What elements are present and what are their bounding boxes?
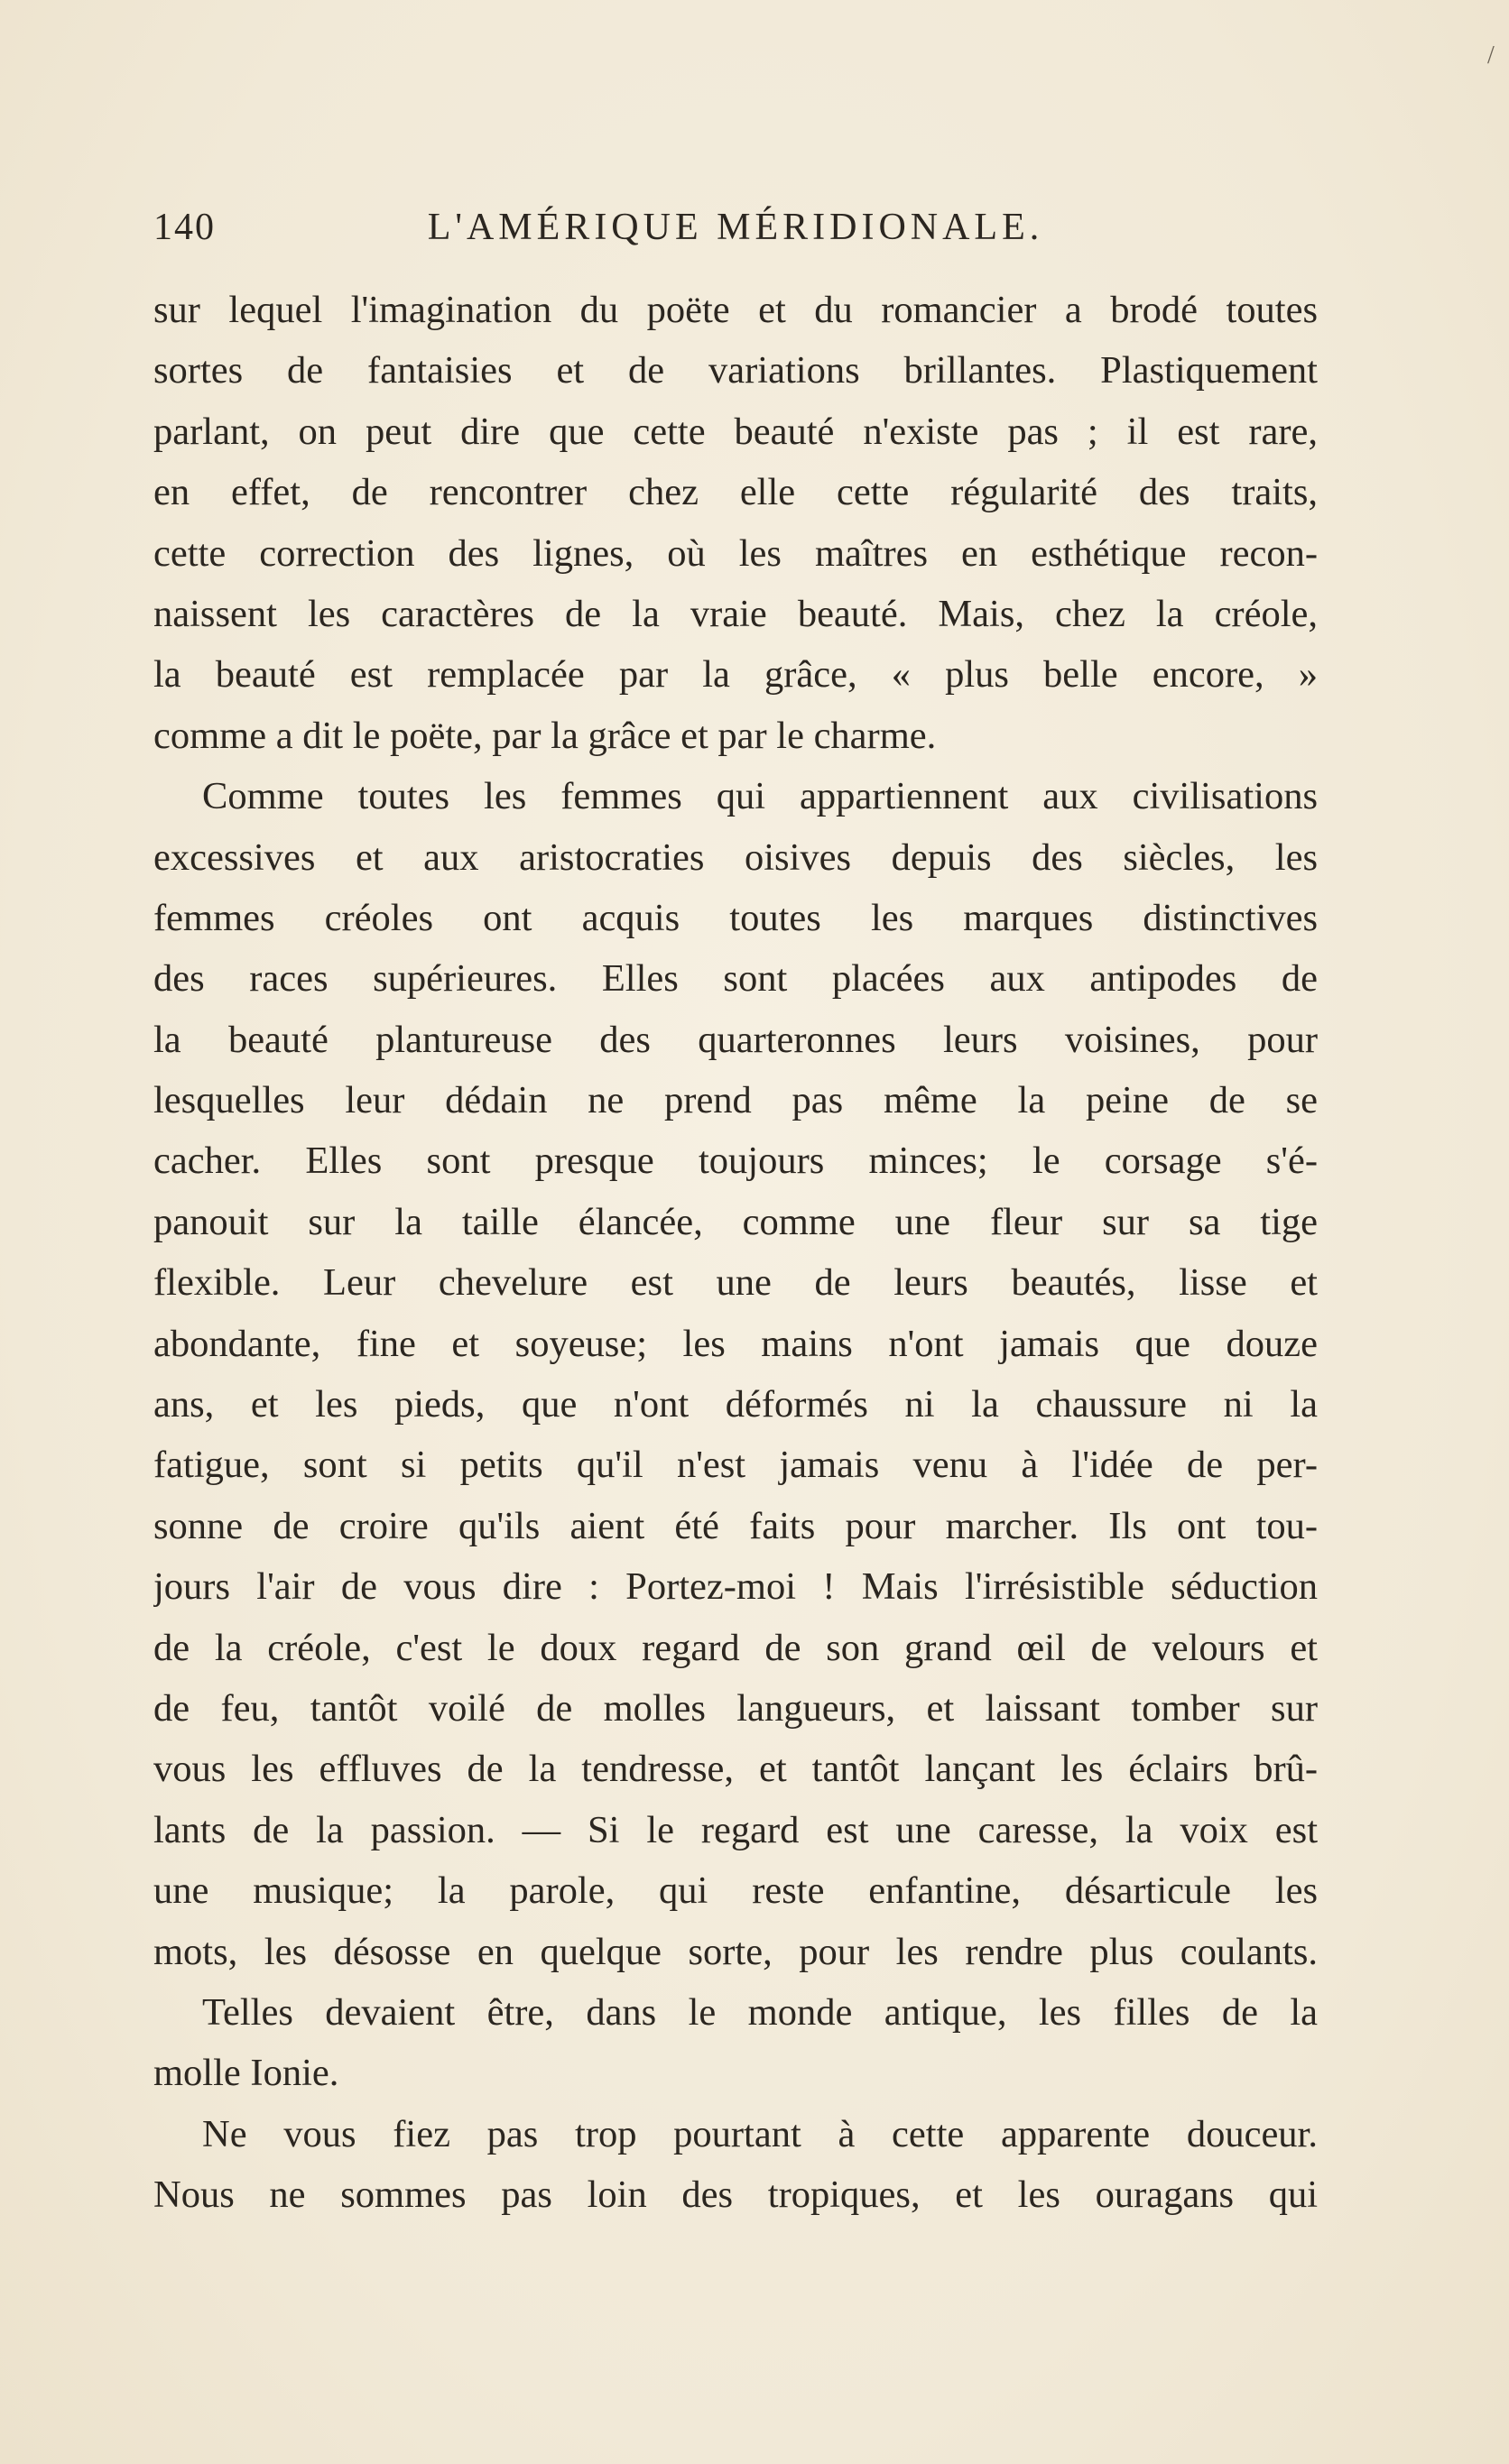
text-line: la beauté plantureuse des quarteronnes leurs voisines, pour	[153, 1018, 1318, 1061]
text-line: une musique; la parole, qui reste enfantine, désarticule les	[153, 1869, 1318, 1913]
corner-mark: /	[1487, 42, 1495, 69]
text-line: des races supérieures. Elles sont placées aux antipodes de	[153, 957, 1318, 1001]
text-line: naissent les caractères de la vraie beauté. Mais, chez la créole,	[153, 592, 1318, 635]
text-line: panouit sur la taille élancée, comme une fleur sur sa tige	[153, 1200, 1318, 1243]
text-line: la beauté est remplacée par la grâce, « plus belle encore, »	[153, 653, 1318, 697]
text-line: sonne de croire qu'ils aient été faits pour marcher. Ils ont tou-	[153, 1504, 1318, 1547]
page-header	[153, 206, 1318, 256]
text-line: comme a dit le poëte, par la grâce et par le charme.	[153, 714, 937, 757]
text-line: Nous ne sommes pas loin des tropiques, et les ouragans qui	[153, 2173, 1318, 2217]
text-line: fatigue, sont si petits qu'il n'est jamais venu à l'idée de per-	[153, 1444, 1318, 1487]
text-line: cette correction des lignes, où les maîtres en esthétique recon-	[153, 531, 1318, 575]
text-line: jours l'air de vous dire : Portez-moi ! Mais l'irrésistible séduction	[153, 1565, 1318, 1609]
text-line: mots, les désosse en quelque sorte, pour les rendre plus coulants.	[153, 1930, 1318, 1973]
text-line: sur lequel l'imagination du poëte et du romancier a brodé toutes	[153, 289, 1318, 331]
running-head: L'AMÉRIQUE MÉRIDIONALE.	[427, 207, 1044, 248]
text-line: Ne vous fiez pas trop pourtant à cette apparente douceur.	[202, 2112, 1318, 2155]
text-line: de feu, tantôt voilé de molles langueurs, et laissant tomber sur	[153, 1686, 1318, 1730]
body-text	[153, 280, 1318, 2226]
text-line: lesquelles leur dédain ne prend pas même la peine de se	[153, 1079, 1318, 1122]
text-line: parlant, on peut dire que cette beauté n'existe pas ; il est rare,	[153, 410, 1318, 453]
text-line: excessives et aux aristocraties oisives depuis des siècles, les	[153, 835, 1318, 879]
text-line: molle Ionie.	[153, 2052, 339, 2095]
page-number: 140	[153, 207, 216, 248]
text-line: ans, et les pieds, que n'ont déformés ni la chaussure ni la	[153, 1383, 1318, 1426]
text-line: flexible. Leur chevelure est une de leurs beautés, lisse et	[153, 1261, 1318, 1305]
text-line: de la créole, c'est le doux regard de son grand œil de velours et	[153, 1626, 1318, 1669]
text-line: vous les effluves de la tendresse, et tantôt lançant les éclairs brû-	[153, 1748, 1318, 1791]
text-line: Telles devaient être, dans le monde antique, les filles de la	[202, 1990, 1318, 2034]
text-line: Comme toutes les femmes qui appartiennent aux civilisations	[202, 775, 1318, 818]
text-line: femmes créoles ont acquis toutes les marques distinctives	[153, 896, 1318, 939]
text-line: cacher. Elles sont presque toujours minces; le corsage s'é-	[153, 1140, 1318, 1183]
text-line: lants de la passion. — Si le regard est une caresse, la voix est	[153, 1808, 1318, 1851]
text-line: abondante, fine et soyeuse; les mains n'ont jamais que douze	[153, 1322, 1318, 1365]
text-line: en effet, de rencontrer chez elle cette régularité des traits,	[153, 471, 1318, 514]
text-line: sortes de fantaisies et de variations brillantes. Plastiquement	[153, 349, 1318, 392]
